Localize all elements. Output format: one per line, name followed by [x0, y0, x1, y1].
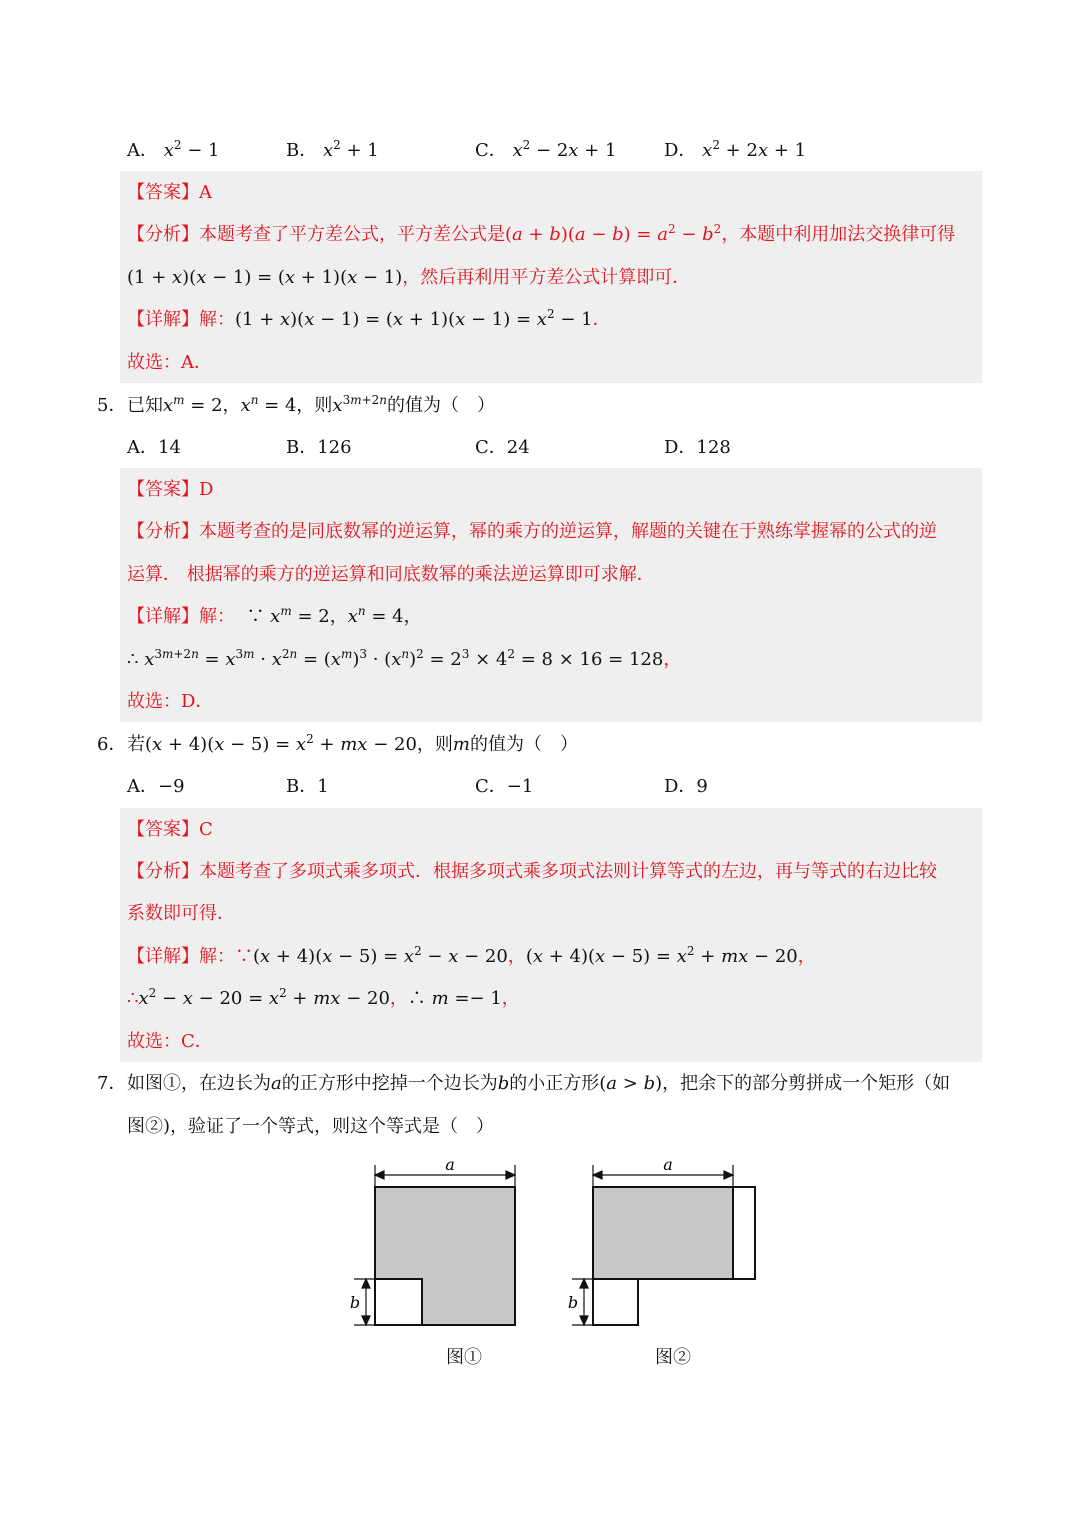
q6-option-d: D．9: [664, 776, 708, 797]
q4-option-d: D． $x^2 + 2x + 1$: [664, 138, 807, 161]
q6-option-b: B．1: [286, 776, 329, 797]
figure-1: [340, 1155, 540, 1385]
q6-solution-box: [120, 808, 982, 1062]
q7-stem-line2: 图②)，验证了一个等式，则这个等式是（ ）: [127, 1116, 495, 1137]
q4-answer: 【答案】A: [127, 182, 212, 203]
q5-detail-line1: 【详解】解： ∵ $x^m = 2$，$x^n = 4$，: [127, 604, 422, 627]
fig2-label-b: b: [567, 1293, 579, 1312]
q6-analysis-line1: 【分析】本题考查了多项式乘多项式．根据多项式乘多项式法则计算等式的左边，再与等式的右边比较: [127, 861, 937, 882]
fig2-caption: 图②: [655, 1347, 691, 1368]
q6-stem: 若$(x + 4)(x - 5) = x^2$ + mx − 20，则m的值为（ ）: [127, 732, 578, 755]
q6-answer: 【答案】C: [127, 819, 213, 840]
q4-analysis-line1: 【分析】本题考查了平方差公式，平方差公式是$(a + b)(a - b) = a^2 - b^2$，本题中利用加法交换律可得: [127, 222, 956, 245]
fig1-shape: [375, 1187, 515, 1325]
q6-detail-line1: 【详解】解：∵(x + $4)(x - 5) = x^2 - x - 20$，$(x + 4)(x - 5) = x^2$ + mx − 20，: [127, 944, 816, 967]
fig2-shape: [593, 1187, 755, 1325]
q5-choose: 故选：D．: [127, 691, 214, 712]
q6-analysis-line2: 系数即可得．: [127, 903, 235, 924]
q5-stem: 已知$x^m = 2$，$x^n = 4$，则$x^{3m+2n}$的值为（ ）: [127, 393, 496, 416]
q4-option-b: B． $x^2 + 1$: [286, 138, 379, 161]
q5-number: 5．: [97, 395, 127, 416]
q5-analysis-line1: 【分析】本题考查的是同底数幂的逆运算，幂的乘方的逆运算，解题的关键在于熟练掌握幂的公式的逆: [127, 521, 937, 542]
q7-number: 7．: [97, 1073, 127, 1094]
q4-choose: 故选：A．: [127, 352, 212, 373]
q6-detail-line2: $\therefore x^2 - x - 20 = x^2$ + mx − 20，∴ m =− 1，: [127, 986, 520, 1009]
q5-option-a: A．14: [127, 437, 181, 458]
q4-option-a: A． $x^2 - 1$: [127, 138, 220, 161]
q4-option-c: C． $x^2 - 2x + 1$: [475, 138, 617, 161]
q6-number: 6．: [97, 734, 127, 755]
fig1-label-a: a: [445, 1155, 455, 1174]
q5-option-c: C．24: [475, 437, 530, 458]
q4-analysis-line2: (1 + x)(x − 1) = (x + 1)(x − 1)，然后再利用平方差公式计算即可．: [127, 267, 691, 288]
q5-option-d: D．128: [664, 437, 731, 458]
q7-stem-line1: 如图①，在边长为a的正方形中挖掉一个边长为b的小正方形(a > b)，把余下的部分剪拼成一个矩形（如: [127, 1073, 951, 1094]
q5-option-b: B．126: [286, 437, 352, 458]
q4-detail: 【详解】解：$(1 + x)(x - 1) = (x + 1)(x - 1) = x^2 - 1$．: [127, 307, 611, 330]
q6-option-c: C．−1: [475, 776, 534, 797]
fig1-caption: 图①: [446, 1347, 482, 1368]
q6-choose: 故选：C．: [127, 1031, 213, 1052]
fig1-label-b: b: [349, 1293, 361, 1312]
q6-option-a: A．−9: [127, 776, 185, 797]
q5-solution-box: [120, 468, 982, 722]
q5-answer: 【答案】D: [127, 479, 214, 500]
q5-detail-line2: ∴ $x^{3m+2n} = x^{3m} \cdot x^{2n} = (x^m)^3 \cdot (x^n)^2 = 2^3 \times 4^2 = 8 \times 16 = 128$，: [127, 647, 682, 670]
fig2-label-a: a: [663, 1155, 673, 1174]
q5-analysis-line2: 运算． 根据幂的乘方的逆运算和同底数幂的乘法逆运算即可求解．: [127, 564, 655, 585]
